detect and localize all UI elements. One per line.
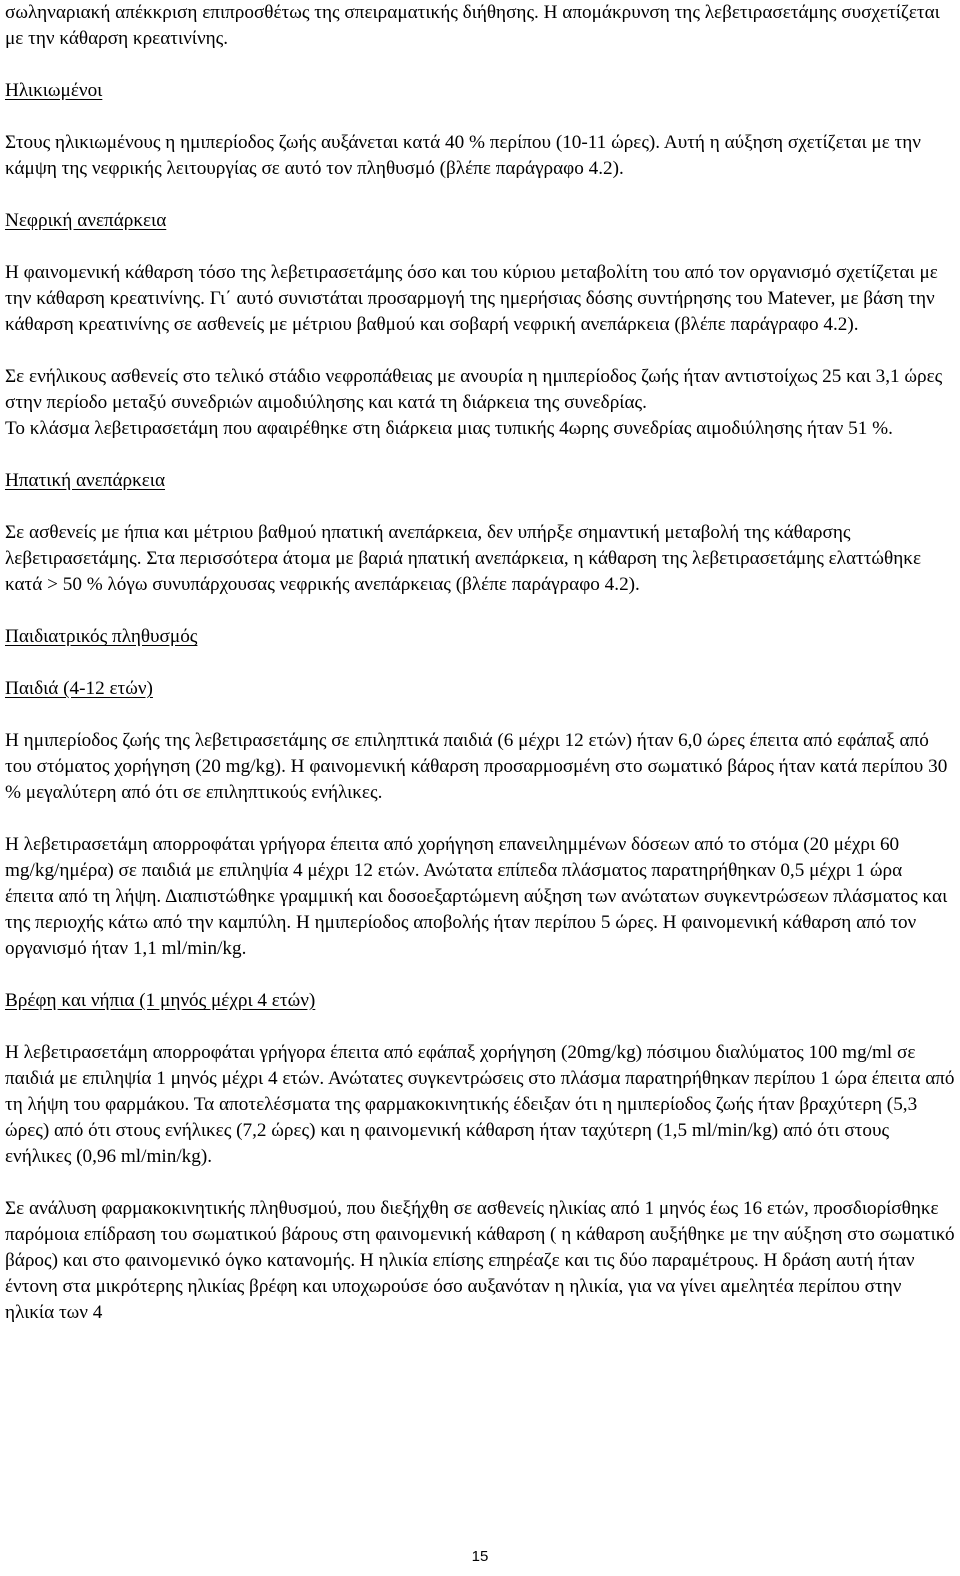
paragraph-children-1: Η ημιπερίοδος ζωής της λεβετιρασετάμης σε επιληπτικά παιδιά (6 μέχρι 12 ετών) ήταν 6,0 ώρες έπειτα από εφάπαξ από του στόματος χορήγηση (20 mg/kg). Η φαινομενική κάθαρση προσαρμοσμένη στο σωματικό βάρος ήταν κατά περίπου 30 % μεγαλύτερη από ότι σε επιληπτικούς ενήλικες. [5,730,948,803]
paragraph-hepatic: Σε ασθενείς με ήπια και μέτριου βαθμού ηπατική ανεπάρκεια, δεν υπήρξε σημαντική μεταβολή της κάθαρσης λεβετιρασετάμης. Στα περισσότερα άτομα με βαριά ηπατική ανεπάρκεια, η κάθαρση της λεβετιρασετάμης ελαττώθηκε κατά > 50 % λόγω συνυπάρχουσας νεφρικής ανεπάρκειας (βλέπε παράγραφο 4.2). [5,522,922,595]
heading-paediatric-population: Παιδιατρικός πληθυσμός [5,626,198,647]
paragraph-children-2: Η λεβετιρασετάμη απορροφάται γρήγορα έπειτα από χορήγηση επανειλημμένων δόσεων από το στόμα (20 μέχρι 60 mg/kg/ημέρα) σε παιδιά με επιληψία 4 μέχρι 12 ετών. Ανώτατα επίπεδα πλάσματος παρατηρήθηκαν 0,5 μέχρι 1 ώρα έπειτα από τη λήψη. Διαπιστώθηκε γραμμική και δοσοεξαρτώμενη αύξηση των ανώτατων συγκεντρώσεων πλάσματος και της περιοχής κάτω από την καμπύλη. Η ημιπερίοδος αποβολής ήταν περίπου 5 ώρες. Η φαινομενική κάθαρση από τον οργανισμό ήταν 1,1 ml/min/kg. [5,834,948,959]
heading-hepatic-impairment: Ηπατική ανεπάρκεια [5,470,166,491]
heading-elderly: Ηλικιωμένοι [5,80,103,101]
paragraph-renal-2: Σε ενήλικους ασθενείς στο τελικό στάδιο νεφροπάθειας με ανουρία η ημιπερίοδος ζωής ήταν αντιστοίχως 25 και 3,1 ώρες στην περίοδο μεταξύ συνεδριών αιμοδιύλησης και κατά τη διάρκεια της συνεδρίας. [5,366,943,413]
paragraph-intro: σωληναριακή απέκκριση επιπροσθέτως της σπειραματικής διήθησης. Η απομάκρυνση της λεβετιρασετάμης συσχετίζεται με την κάθαρση κρεατινίνης. [5,2,940,49]
paragraph-renal-1: Η φαινομενική κάθαρση τόσο της λεβετιρασετάμης όσο και του κύριου μεταβολίτη του από τον οργανισμό σχετίζεται με την κάθαρση κρεατινίνης. Γι΄ αυτό συνιστάται προσαρμογή της ημερήσιας δόσης συντήρησης του Matever, με βάση την κάθαρση κρεατινίνης σε ασθενείς με μέτριου βαθμού και σοβαρή νεφρική ανεπάρκεια (βλέπε παράγραφο 4.2). [5,262,938,335]
paragraph-elderly: Στους ηλικιωμένους η ημιπερίοδος ζωής αυξάνεται κατά 40 % περίπου (10-11 ώρες). Αυτή η αύξηση σχετίζεται με την κάμψη της νεφρικής λειτουργίας σε αυτό τον πληθυσμό (βλέπε παράγραφο 4.2). [5,132,921,179]
heading-children: Παιδιά (4-12 ετών) [5,678,153,699]
document-page [5,0,955,1326]
paragraph-infants-1: Η λεβετιρασετάμη απορροφάται γρήγορα έπειτα από εφάπαξ χορήγηση (20mg/kg) πόσιμου διαλύματος 100 mg/ml σε παιδιά με επιληψία 1 μηνός μέχρι 4 ετών. Ανώτατες συγκεντρώσεις στο πλάσμα παρατηρήθηκαν περίπου 1 ώρα έπειτα από τη λήψη του φαρμάκου. Τα αποτελέσματα της φαρμακοκινητικής έδειξαν ότι η ημιπερίοδος ζωής ήταν βραχύτερη (5,3 ώρες) από ότι στους ενήλικες (7,2 ώρες) και η φαινομενική κάθαρση ήταν ταχύτερη (1,5 ml/min/kg) από ότι στους ενήλικες (0,96 ml/min/kg). [5,1042,955,1167]
page-number: 15 [471,1548,489,1565]
heading-renal-impairment: Νεφρική ανεπάρκεια [5,210,167,231]
paragraph-renal-3: Το κλάσμα λεβετιρασετάμη που αφαιρέθηκε στη διάρκεια μιας τυπικής 4ωρης συνεδρίας αιμοδιύλησης ήταν 51 %. [5,418,893,439]
heading-infants: Βρέφη και νήπια (1 μηνός μέχρι 4 ετών) [5,990,316,1011]
paragraph-infants-2: Σε ανάλυση φαρμακοκινητικής πληθυσμού, που διεξήχθη σε ασθενείς ηλικίας από 1 μηνός έως 16 ετών, προσδιορίσθηκε παρόμοια επίδραση του σωματικού βάρους στη φαινομενική κάθαρση ( η κάθαρση αυξήθηκε με την αύξηση στο σωματικό βάρος) και στο φαινομενικό όγκο κατανομής. Η ηλικία επίσης επηρέαζε και τις δύο παραμέτρους. Η δράση αυτή ήταν έντονη στα μικρότερης ηλικίας βρέφη και υποχωρούσε όσο αυξανόταν η ηλικία, για να γίνει αμελητέα περίπου στην ηλικία των 4 [5,1198,955,1323]
